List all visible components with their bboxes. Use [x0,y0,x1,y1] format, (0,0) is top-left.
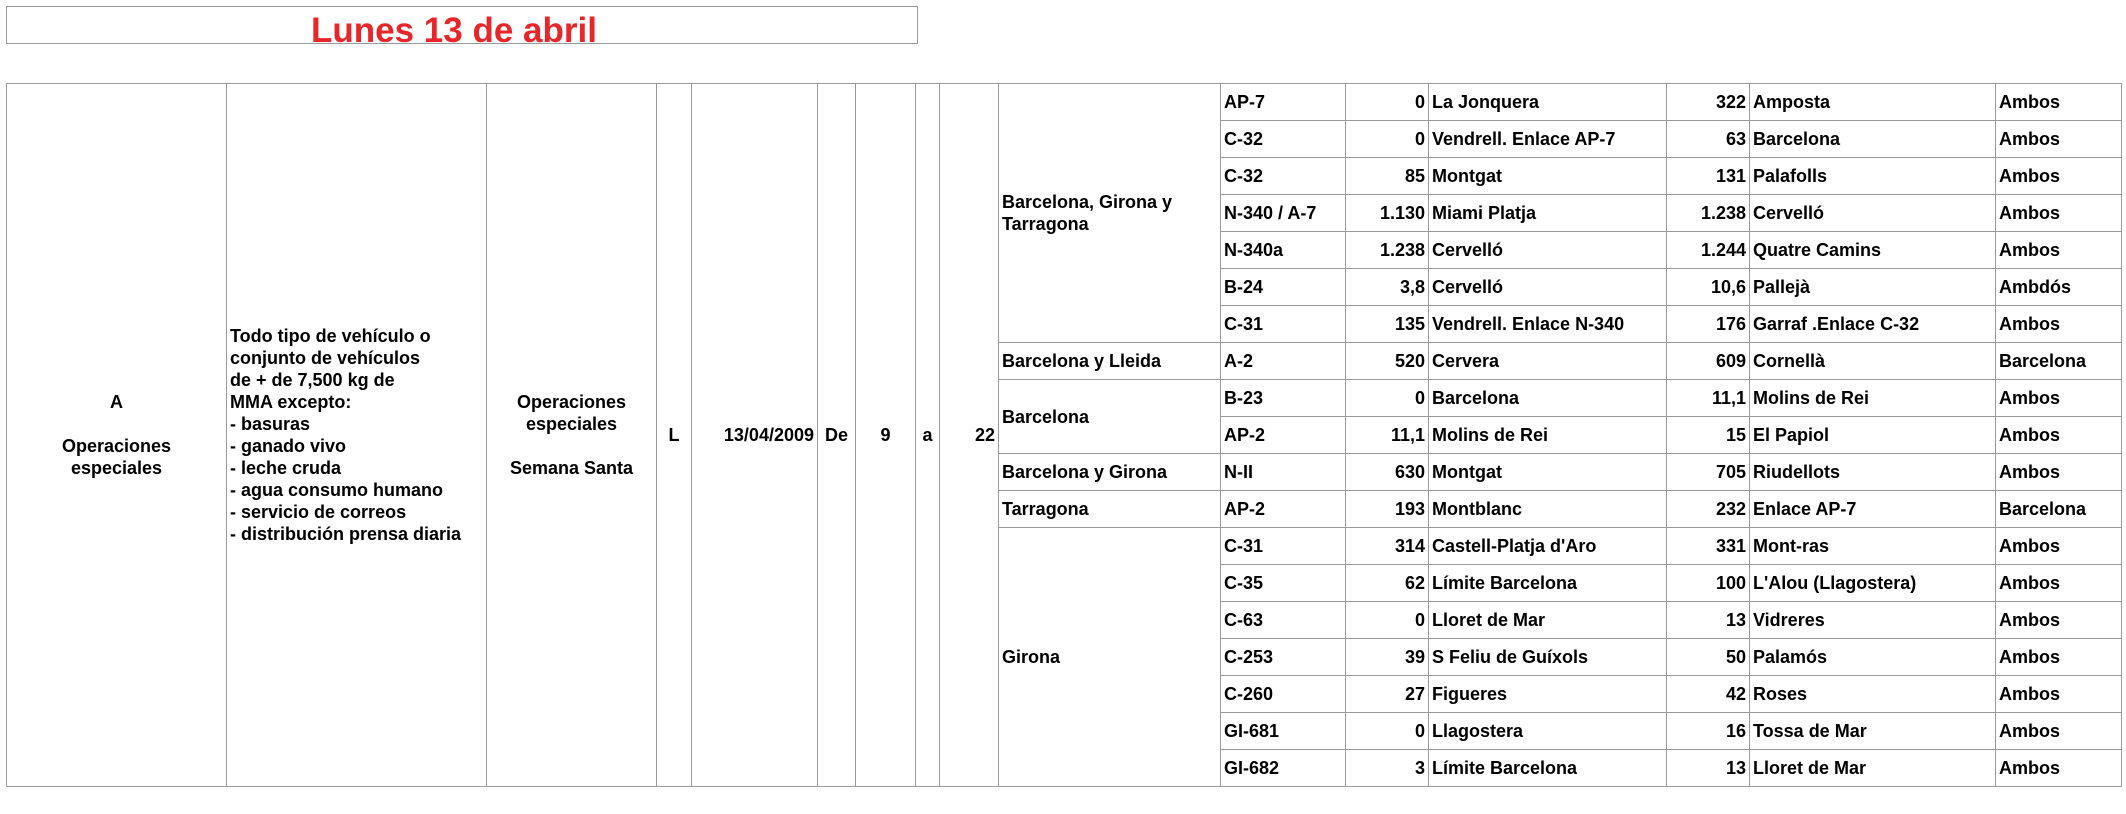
direction-cell: Ambos [1996,158,2122,195]
start-cell: Vendrell. Enlace N-340 [1429,306,1667,343]
start-cell: La Jonquera [1429,84,1667,121]
direction-cell: Ambos [1996,565,2122,602]
km-start-cell: 135 [1346,306,1429,343]
table-row [7,84,2122,121]
km-start-cell: 1.238 [1346,232,1429,269]
road-cell: C-32 [1221,158,1346,195]
direction-cell: Ambos [1996,713,2122,750]
start-cell: Llagostera [1429,713,1667,750]
km-start-cell: 0 [1346,121,1429,158]
km-end-cell: 42 [1667,676,1750,713]
province-cell: Barcelona [999,380,1221,454]
start-cell: Vendrell. Enlace AP-7 [1429,121,1667,158]
km-start-cell: 11,1 [1346,417,1429,454]
km-end-cell: 322 [1667,84,1750,121]
direction-cell: Ambos [1996,676,2122,713]
start-cell: Límite Barcelona [1429,750,1667,787]
end-cell: Vidreres [1750,602,1996,639]
road-cell: C-35 [1221,565,1346,602]
start-cell: S Feliu de Guíxols [1429,639,1667,676]
from-label-cell: De [818,84,856,787]
end-cell: Cornellà [1750,343,1996,380]
direction-cell: Ambos [1996,306,2122,343]
road-cell: C-253 [1221,639,1346,676]
direction-cell: Ambos [1996,602,2122,639]
road-cell: N-II [1221,454,1346,491]
road-cell: N-340 / A-7 [1221,195,1346,232]
direction-cell: Barcelona [1996,343,2122,380]
date-cell: 13/04/2009 [692,84,818,787]
km-start-cell: 62 [1346,565,1429,602]
end-cell: Quatre Camins [1750,232,1996,269]
km-end-cell: 232 [1667,491,1750,528]
road-cell: AP-2 [1221,417,1346,454]
province-cell: Girona [999,528,1221,787]
end-cell: Enlace AP-7 [1750,491,1996,528]
direction-cell: Ambos [1996,750,2122,787]
restrictions-table [6,83,2122,787]
end-cell: L'Alou (Llagostera) [1750,565,1996,602]
end-cell: El Papiol [1750,417,1996,454]
title-box [6,6,918,50]
start-cell: Figueres [1429,676,1667,713]
to-hour-cell: 22 [940,84,999,787]
road-cell: C-63 [1221,602,1346,639]
road-cell: N-340a [1221,232,1346,269]
km-end-cell: 331 [1667,528,1750,565]
end-cell: Cervelló [1750,195,1996,232]
km-end-cell: 131 [1667,158,1750,195]
road-cell: C-31 [1221,306,1346,343]
to-label-cell: a [916,84,940,787]
vehicles-cell: Todo tipo de vehículo o conjunto de vehículos de + de 7,500 kg de MMA excepto: - basuras - ganado vivo - leche cruda - agua consumo humano - servicio de correos - distribución prensa diaria [227,84,487,787]
province-cell: Barcelona y Lleida [999,343,1221,380]
start-cell: Cervera [1429,343,1667,380]
start-cell: Límite Barcelona [1429,565,1667,602]
km-start-cell: 0 [1346,713,1429,750]
end-cell: Amposta [1750,84,1996,121]
km-end-cell: 63 [1667,121,1750,158]
end-cell: Molins de Rei [1750,380,1996,417]
start-cell: Barcelona [1429,380,1667,417]
start-cell: Molins de Rei [1429,417,1667,454]
page-title: Lunes 13 de abril [311,11,597,50]
road-cell: C-260 [1221,676,1346,713]
end-cell: Garraf .Enlace C-32 [1750,306,1996,343]
km-start-cell: 85 [1346,158,1429,195]
km-end-cell: 13 [1667,602,1750,639]
km-end-cell: 705 [1667,454,1750,491]
province-cell: Tarragona [999,491,1221,528]
km-end-cell: 609 [1667,343,1750,380]
start-cell: Montblanc [1429,491,1667,528]
km-start-cell: 39 [1346,639,1429,676]
road-cell: B-24 [1221,269,1346,306]
km-start-cell: 0 [1346,602,1429,639]
operation-cell: Operaciones especiales Semana Santa [487,84,657,787]
end-cell: Roses [1750,676,1996,713]
km-start-cell: 3,8 [1346,269,1429,306]
end-cell: Barcelona [1750,121,1996,158]
end-cell: Riudellots [1750,454,1996,491]
direction-cell: Ambos [1996,121,2122,158]
km-start-cell: 314 [1346,528,1429,565]
km-end-cell: 50 [1667,639,1750,676]
direction-cell: Ambos [1996,528,2122,565]
group-name-line2: especiales [70,458,163,478]
end-cell: Mont-ras [1750,528,1996,565]
start-cell: Montgat [1429,454,1667,491]
group-spacer [10,413,223,435]
direction-cell: Ambos [1996,84,2122,121]
road-cell: B-23 [1221,380,1346,417]
km-end-cell: 16 [1667,713,1750,750]
type-cell: L [657,84,692,787]
direction-cell: Ambos [1996,232,2122,269]
province-cell: Barcelona, Girona y Tarragona [999,84,1221,343]
end-cell: Pallejà [1750,269,1996,306]
start-cell: Castell-Platja d'Aro [1429,528,1667,565]
km-end-cell: 1.244 [1667,232,1750,269]
km-start-cell: 630 [1346,454,1429,491]
end-cell: Tossa de Mar [1750,713,1996,750]
km-start-cell: 27 [1346,676,1429,713]
province-cell: Barcelona y Girona [999,454,1221,491]
km-start-cell: 520 [1346,343,1429,380]
km-end-cell: 11,1 [1667,380,1750,417]
start-cell: Miami Platja [1429,195,1667,232]
km-end-cell: 1.238 [1667,195,1750,232]
km-start-cell: 0 [1346,84,1429,121]
road-cell: C-32 [1221,121,1346,158]
start-cell: Lloret de Mar [1429,602,1667,639]
road-cell: AP-2 [1221,491,1346,528]
direction-cell: Ambos [1996,417,2122,454]
km-start-cell: 193 [1346,491,1429,528]
group-letter: A [110,392,123,412]
km-end-cell: 15 [1667,417,1750,454]
group-cell [7,84,227,787]
group-name-line1: Operaciones [61,436,172,456]
start-cell: Cervelló [1429,232,1667,269]
end-cell: Palamós [1750,639,1996,676]
road-cell: GI-682 [1221,750,1346,787]
km-end-cell: 10,6 [1667,269,1750,306]
direction-cell: Ambos [1996,639,2122,676]
from-hour-cell: 9 [856,84,916,787]
road-cell: A-2 [1221,343,1346,380]
road-cell: AP-7 [1221,84,1346,121]
direction-cell: Ambos [1996,380,2122,417]
km-start-cell: 0 [1346,380,1429,417]
km-end-cell: 176 [1667,306,1750,343]
km-end-cell: 100 [1667,565,1750,602]
km-end-cell: 13 [1667,750,1750,787]
direction-cell: Ambos [1996,454,2122,491]
start-cell: Montgat [1429,158,1667,195]
km-start-cell: 3 [1346,750,1429,787]
end-cell: Palafolls [1750,158,1996,195]
start-cell: Cervelló [1429,269,1667,306]
direction-cell: Ambdós [1996,269,2122,306]
road-cell: GI-681 [1221,713,1346,750]
km-start-cell: 1.130 [1346,195,1429,232]
end-cell: Lloret de Mar [1750,750,1996,787]
direction-cell: Ambos [1996,195,2122,232]
direction-cell: Barcelona [1996,491,2122,528]
road-cell: C-31 [1221,528,1346,565]
